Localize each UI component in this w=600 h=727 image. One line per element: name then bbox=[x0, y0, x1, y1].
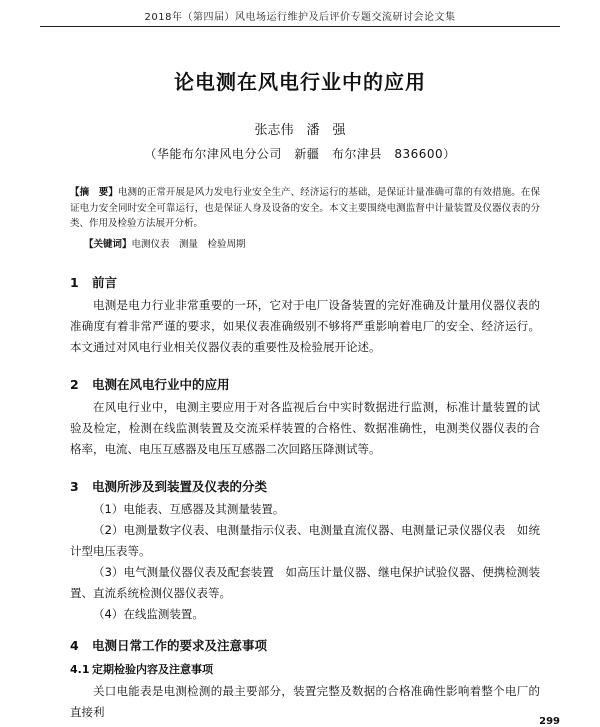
section-paragraph: 电测是电力行业非常重要的一环，它对于电厂设备装置的完好准确及计量用仪器仪表的准确度有着非常严谨的要求，如果仪表准确级别不够将严重影响着电厂的安全、经济运行。本文通过对风电行业相关仪器仪表的重要性及检验展开论述。 bbox=[70, 298, 540, 354]
abstract bbox=[70, 185, 540, 232]
running-header: 2018年（第四届）风电场运行维护及后评价专题交流研讨会论文集 bbox=[144, 12, 456, 23]
list-item: （3）电气测量仪器仪表及配套装置 如高压计量仪器、继电保护试验仪器、便携检测装置、直流系统检测仪器仪表等。 bbox=[70, 565, 540, 600]
section-title: 电测日常工作的要求及注意事项 bbox=[92, 638, 268, 653]
keywords-text: 电测仪表 测量 检验周期 bbox=[131, 239, 246, 250]
page-number: 299 bbox=[539, 716, 560, 727]
section-title: 电测在风电行业中的应用 bbox=[92, 377, 230, 392]
section-number: 1 bbox=[70, 275, 79, 290]
keywords bbox=[84, 236, 544, 250]
list-item: （2）电测量数字仪表、电测量指示仪表、电测量直流仪器、电测量记录仪器仪表 如统计型电压表等。 bbox=[70, 523, 540, 558]
paper-title: 论电测在风电行业中的应用 bbox=[174, 70, 426, 94]
section-number: 2 bbox=[70, 377, 79, 392]
section-paragraph: 在风电行业中，电测主要应用于对各监视后台中实时数据进行监测，标准计量装置的试验及检定，检测在线监测装置及交流采样装置的合格性、数据准确性，电测类仪器仪表的合格率，电流、电压互感器及电压互感器二次回路压降测试等。 bbox=[70, 400, 540, 456]
section-number: 4 bbox=[70, 638, 79, 653]
keywords-label: 【关键词】 bbox=[84, 239, 132, 250]
section-title: 电测所涉及到装置及仪表的分类 bbox=[92, 479, 268, 494]
header-rule bbox=[40, 26, 560, 27]
subsection-title: 定期检验内容及注意事项 bbox=[92, 663, 213, 676]
list-item: （1）电能表、互感器及其测量装置。 bbox=[93, 502, 285, 516]
subsection-paragraph: 关口电能表是电测检测的最主要部分，装置完整及数据的合格准确性影响着整个电厂的直接利 bbox=[70, 684, 540, 719]
section-number: 3 bbox=[70, 479, 79, 494]
list-item: （4）在线监测装置。 bbox=[93, 607, 204, 621]
section-heading bbox=[70, 375, 230, 393]
abstract-label: 【摘 要】 bbox=[70, 187, 118, 198]
section-heading bbox=[70, 636, 267, 654]
subsection-heading bbox=[70, 661, 213, 677]
section-heading bbox=[70, 273, 117, 291]
abstract-text: 电测的正常开展是风力发电行业安全生产、经济运行的基础，是保证计量准确可靠的有效措施。在保证电力安全同时安全可靠运行，也是保证人身及设备的安全。本文主要围绕电测监督中计量装置及仪器仪表的分类、作用及检验方法展开分析。 bbox=[70, 187, 540, 229]
subsection-number: 4.1 bbox=[70, 663, 90, 676]
authors: 张志伟 潘 强 bbox=[254, 123, 346, 138]
section-title: 前言 bbox=[92, 275, 118, 290]
section-heading bbox=[70, 477, 267, 495]
affiliation: （华能布尔津风电分公司 新疆 布尔津县 836600） bbox=[144, 147, 456, 161]
